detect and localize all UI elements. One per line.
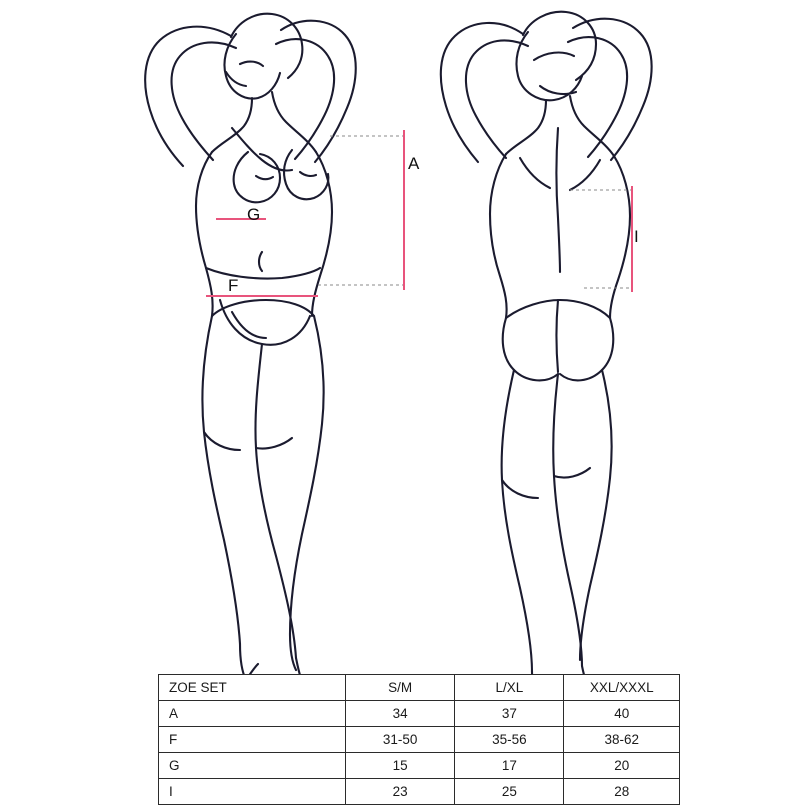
cell-i-sm: 23 [345,779,454,805]
back-view-figure [441,12,652,704]
cell-f-lxl: 35-56 [455,727,564,753]
row-label-i: I [159,779,346,805]
row-label-g: G [159,753,346,779]
cell-f-sm: 31-50 [345,727,454,753]
cell-g-sm: 15 [345,753,454,779]
measure-label-i: I [634,227,639,246]
cell-a-sm: 34 [345,701,454,727]
table-header-sm: S/M [345,675,454,701]
measure-label-f: F [228,276,239,295]
table-header-lxl: L/XL [455,675,564,701]
measure-label-a: A [408,154,420,173]
cell-a-xxl: 40 [564,701,680,727]
cell-i-xxl: 28 [564,779,680,805]
table-header-xxl: XXL/XXXL [564,675,680,701]
cell-a-lxl: 37 [455,701,564,727]
front-view-figure [145,14,356,688]
cell-g-xxl: 20 [564,753,680,779]
row-label-a: A [159,701,346,727]
cell-i-lxl: 25 [455,779,564,805]
size-table [158,674,680,805]
table-row [159,779,680,805]
table-row [159,701,680,727]
table-header-title: ZOE SET [159,675,346,701]
measure-label-g: G [247,205,261,224]
cell-g-lxl: 17 [455,753,564,779]
table-header-row [159,675,680,701]
table-row [159,727,680,753]
table-row [159,753,680,779]
row-label-f: F [159,727,346,753]
cell-f-xxl: 38-62 [564,727,680,753]
